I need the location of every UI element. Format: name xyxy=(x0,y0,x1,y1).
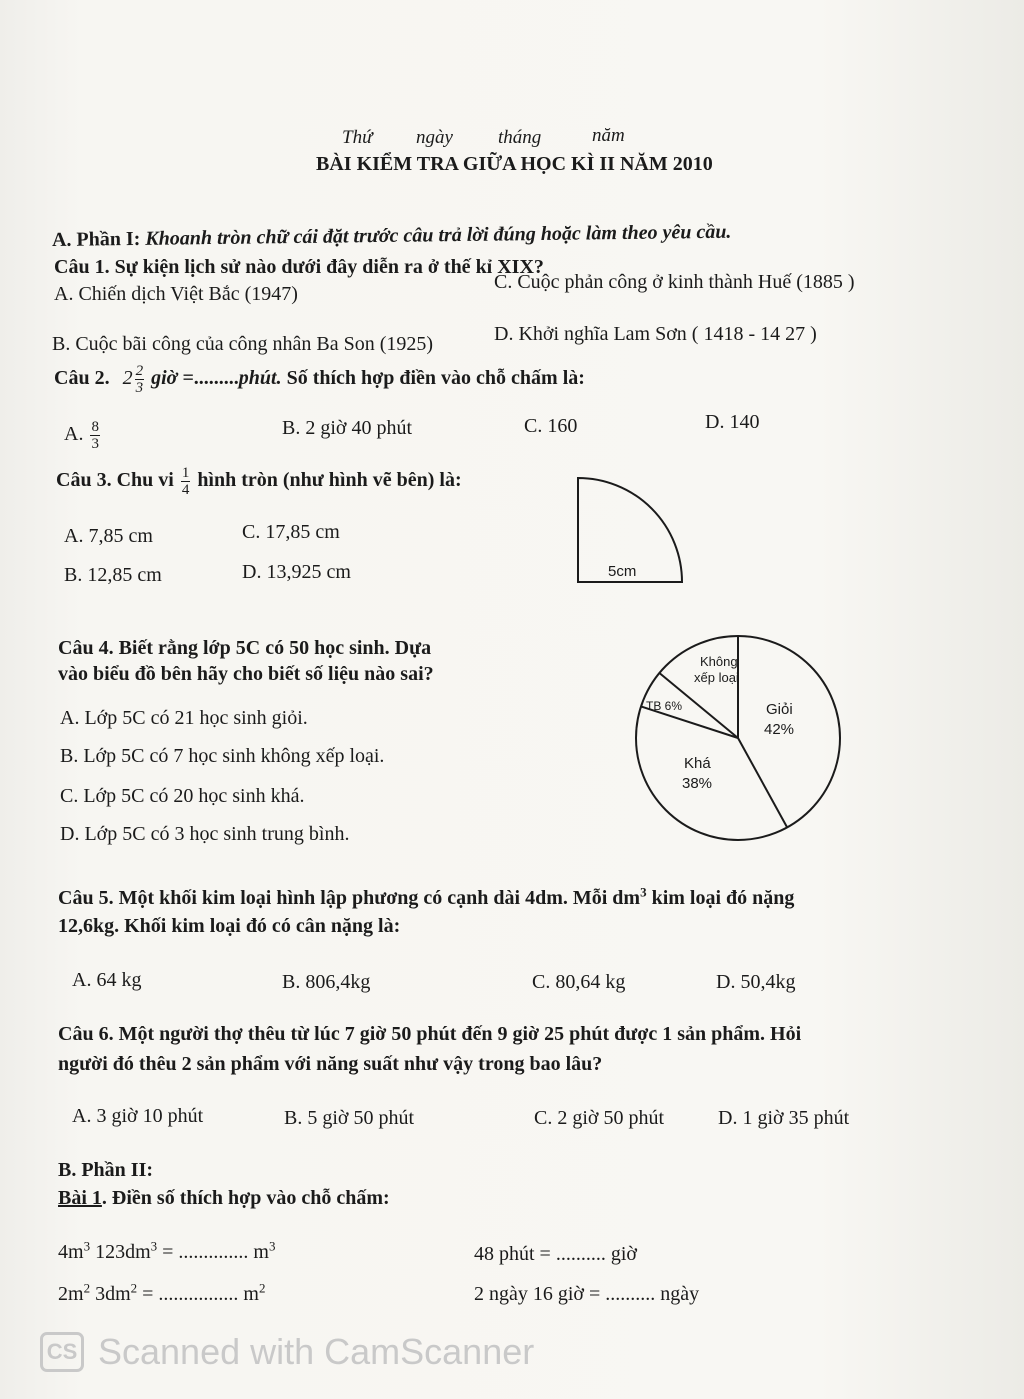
q2-option-a[interactable] xyxy=(64,412,102,456)
date-thu: Thứ xyxy=(342,127,373,148)
q2-a-den: 3 xyxy=(91,435,99,452)
q5-option-c[interactable]: C. 80,64 kg xyxy=(532,971,626,993)
q2-whole: 2 xyxy=(122,367,133,389)
q5-sup: 3 xyxy=(640,884,647,900)
q5-line1b: kim loại đó nặng xyxy=(651,887,795,909)
bai1-label: Bài 1 xyxy=(58,1187,102,1209)
pie-slice-boundary-khá xyxy=(738,738,787,827)
q2-gio: giờ = xyxy=(151,367,194,389)
bai1-row2-left-a: 2m xyxy=(58,1283,84,1305)
q5-line1 xyxy=(58,886,794,910)
q3-den: 4 xyxy=(181,481,190,498)
q2-dots: ......... xyxy=(193,367,239,389)
q4-option-b[interactable]: B. Lớp 5C có 7 học sinh không xếp loại. xyxy=(60,745,385,767)
q3-fraction xyxy=(181,465,191,498)
pie-chart xyxy=(628,628,848,848)
q3-option-c[interactable]: C. 17,85 cm xyxy=(242,521,340,543)
q3-label: Câu 3. Chu vi xyxy=(56,469,174,491)
q4-option-c[interactable]: C. Lớp 5C có 20 học sinh khá. xyxy=(60,785,305,807)
sup-3c: 3 xyxy=(268,1238,276,1254)
q3-option-d[interactable]: D. 13,925 cm xyxy=(242,561,351,583)
camscanner-text: Scanned with CamScanner xyxy=(98,1331,535,1372)
q1-option-d[interactable]: D. Khởi nghĩa Lam Sơn ( 1418 - 14 27 ) xyxy=(494,323,817,345)
date-thang: tháng xyxy=(498,127,542,148)
sup-2c: 2 xyxy=(258,1280,266,1296)
q4-option-d[interactable]: D. Lớp 5C có 3 học sinh trung bình. xyxy=(60,823,350,845)
bai1-row1-left[interactable] xyxy=(58,1240,275,1264)
camscanner-watermark xyxy=(40,1330,534,1374)
q2-option-d[interactable]: D. 140 xyxy=(705,411,760,433)
q2-fraction-den: 3 xyxy=(135,379,144,396)
bai1-row2-left[interactable] xyxy=(58,1282,265,1306)
q5-option-b[interactable]: B. 806,4kg xyxy=(282,971,371,993)
q2-option-c[interactable]: C. 160 xyxy=(524,415,578,437)
pie-value-kha: 38% xyxy=(682,775,713,792)
quarter-circle-figure xyxy=(570,470,690,586)
page-title: BÀI KIỂM TRA GIỮA HỌC KÌ II NĂM 2010 xyxy=(316,153,713,175)
bai1-heading xyxy=(58,1186,390,1210)
q2-option-b[interactable]: B. 2 giờ 40 phút xyxy=(282,417,413,439)
pie-value-gioi: 42% xyxy=(764,721,795,738)
q6-option-c[interactable]: C. 2 giờ 50 phút xyxy=(534,1107,665,1129)
q4-line2: vào biểu đồ bên hãy cho biết số liệu nào sai? xyxy=(58,663,434,685)
part1-instruction: Khoanh tròn chữ cái đặt trước câu trả lời đúng hoặc làm theo yêu cầu. xyxy=(145,220,732,250)
part2-label: B. Phần II: xyxy=(58,1159,154,1181)
pie-label-xep-loai: xếp loại xyxy=(694,670,739,685)
q4-line1: Câu 4. Biết rằng lớp 5C có 50 học sinh. Dựa xyxy=(58,637,432,659)
sup-2a: 2 xyxy=(83,1280,91,1296)
pie-label-kha: Khá xyxy=(684,755,711,772)
date-nam: năm xyxy=(592,125,625,146)
q3-num: 1 xyxy=(181,464,190,481)
bai1-row1-left-b: 123dm xyxy=(90,1241,151,1263)
pie-label-gioi: Giỏi xyxy=(766,701,793,718)
date-ngay: ngày xyxy=(416,127,453,148)
q6-option-a[interactable]: A. 3 giờ 10 phút xyxy=(72,1105,204,1127)
q3-option-a[interactable]: A. 7,85 cm xyxy=(64,525,153,547)
q2-option-a-fraction xyxy=(90,419,100,452)
q1-option-b[interactable]: B. Cuộc bãi công của công nhân Ba Son (1925) xyxy=(52,333,434,355)
part1-label: A. Phần I: xyxy=(51,227,141,251)
q2-prompt xyxy=(54,358,585,398)
q2-label: Câu 2. xyxy=(54,367,110,389)
bai1-row2-left-b: 3dm xyxy=(90,1283,131,1305)
q5-line1a: Câu 5. Một khối kim loại hình lập phương có cạnh dài 4dm. Mỗi dm xyxy=(58,887,641,909)
q6-line1: Câu 6. Một người thợ thêu từ lúc 7 giờ 50 phút đến 9 giờ 25 phút được 1 sản phẩm. Hỏi xyxy=(58,1023,802,1045)
q5-option-a[interactable]: A. 64 kg xyxy=(72,969,142,991)
camscanner-logo: CS xyxy=(40,1332,84,1372)
bai1-row1-right[interactable]: 48 phút = .......... giờ xyxy=(474,1243,637,1265)
q2-a-num: 8 xyxy=(91,418,99,435)
q2-rest: Số thích hợp điền vào chỗ chấm là: xyxy=(286,367,585,389)
q2-option-a-label: A. xyxy=(64,423,84,445)
pie-label-khong: Không xyxy=(700,654,738,669)
q6-line2: người đó thêu 2 sản phẩm với năng suất như vậy trong bao lâu? xyxy=(58,1053,603,1075)
quarter-circle-radius-label: 5cm xyxy=(608,563,637,580)
sup-3a: 3 xyxy=(83,1238,91,1254)
q5-line2: 12,6kg. Khối kim loại đó có cân nặng là: xyxy=(58,915,401,937)
sup-3b: 3 xyxy=(150,1238,158,1254)
q3-prompt xyxy=(56,458,462,502)
q1-option-c[interactable]: C. Cuộc phản công ở kinh thành Huế (1885 ) xyxy=(494,271,855,293)
q6-option-d[interactable]: D. 1 giờ 35 phút xyxy=(718,1107,850,1129)
bai1-row2-left-c: = ................ m xyxy=(137,1283,259,1305)
q4-option-a[interactable]: A. Lớp 5C có 21 học sinh giỏi. xyxy=(60,707,308,729)
pie-label-tb: TB 6% xyxy=(646,699,683,713)
q3-rest: hình tròn (như hình vẽ bên) là: xyxy=(197,469,462,491)
q1-prompt: Câu 1. Sự kiện lịch sử nào dưới đây diễn ra ở thế kỉ XIX? xyxy=(54,256,544,278)
q2-fraction xyxy=(135,363,145,396)
q6-option-b[interactable]: B. 5 giờ 50 phút xyxy=(284,1107,415,1129)
bai1-row1-left-a: 4m xyxy=(58,1241,84,1263)
q2-phut: phút. xyxy=(238,367,282,389)
q3-option-b[interactable]: B. 12,85 cm xyxy=(64,564,162,586)
bai1-text: . Điền số thích hợp vào chỗ chấm: xyxy=(101,1187,390,1209)
bai1-row2-right[interactable]: 2 ngày 16 giờ = .......... ngày xyxy=(474,1283,700,1305)
q2-fraction-num: 2 xyxy=(135,362,144,379)
q1-option-a[interactable]: A. Chiến dịch Việt Bắc (1947) xyxy=(54,283,298,305)
bai1-row1-left-c: = .............. m xyxy=(157,1241,269,1263)
sup-2b: 2 xyxy=(130,1280,138,1296)
q5-option-d[interactable]: D. 50,4kg xyxy=(716,971,796,993)
